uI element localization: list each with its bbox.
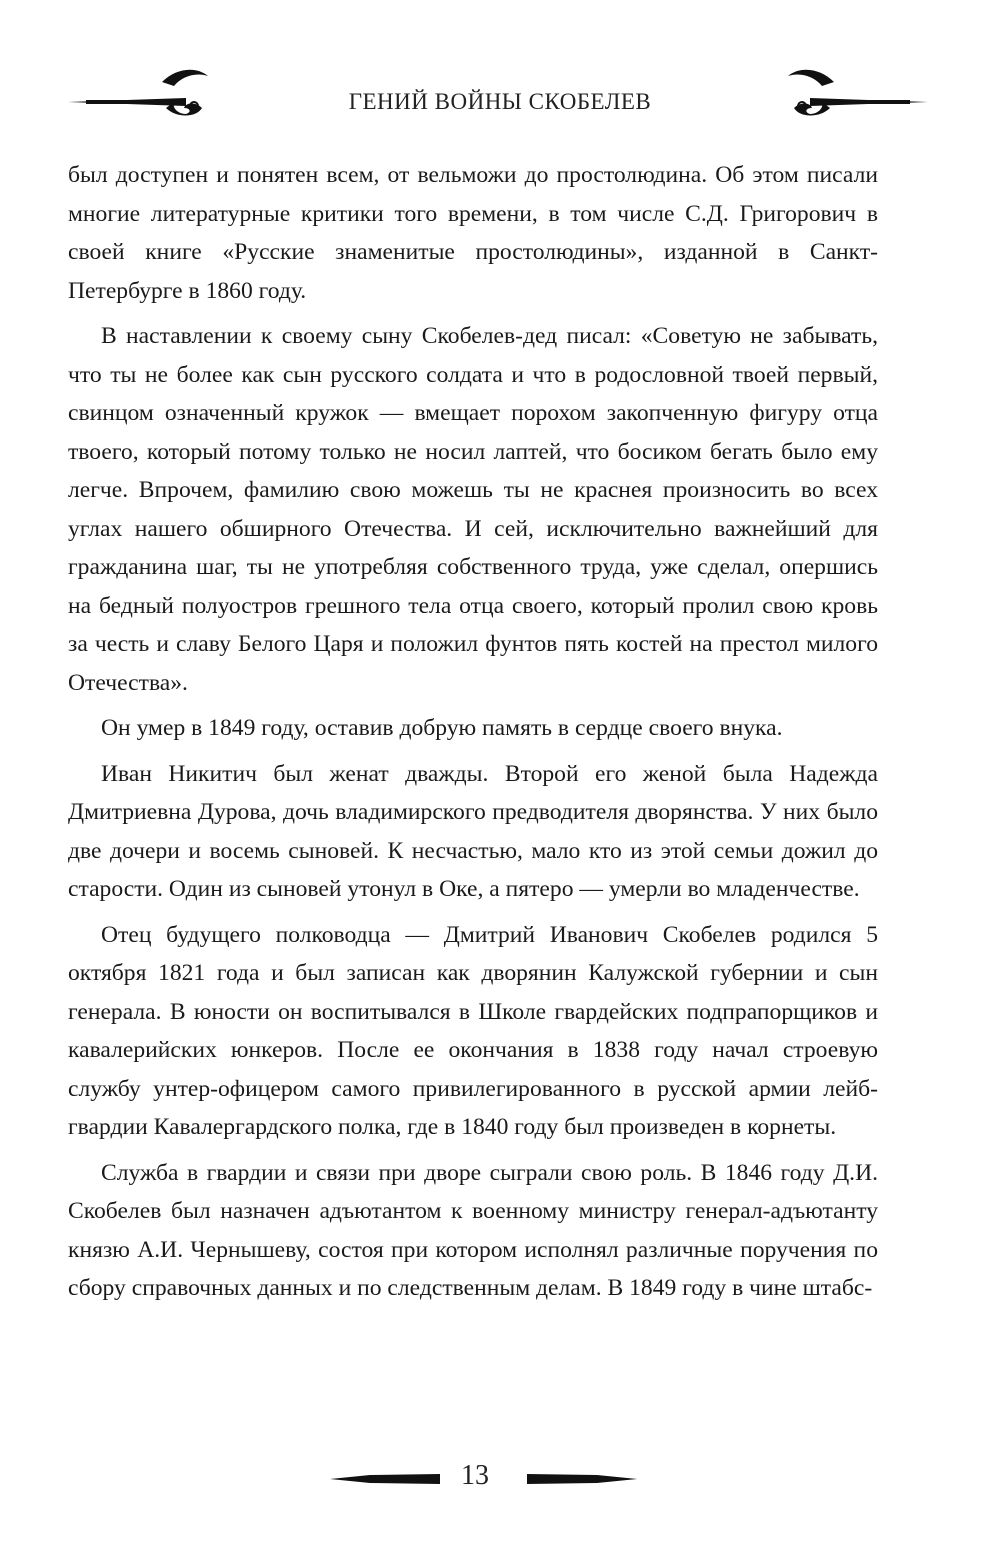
- footer-rule-left-icon: [330, 1472, 440, 1486]
- running-title: ГЕНИЙ ВОЙНЫ СКОБЕЛЕВ: [348, 89, 652, 114]
- swash-ornament-icon: [730, 62, 930, 132]
- running-header: [0, 62, 1000, 142]
- paragraph-6: Служба в гвардии и связи при дворе сыграли свою роль. В 1846 году Д.И. Скобелев был назначен адъютантом к военному министру генерал-адъютанту князю А.И. Чернышеву, состоя при котором исполнял различные поручения по сбору справочных данных и по следственным делам. В 1849 году в чине штабс-: [68, 1159, 878, 1301]
- paragraph-5: Отец будущего полководца — Дмитрий Иванович Скобелев родился 5 октября 1821 года и был записан как дворянин Калужской губернии и сын генерала. В юности он воспитывался в Школе гвардейских подпрапорщиков и кавалерийских юнкеров. После ее окончания в 1838 году начал строевую службу унтер-офицером самого привилегированного в русской армии лейб-гвардии Кавалергардского полка, где в 1840 году был произведен в корнеты.: [68, 921, 878, 1140]
- paragraph-3: Он умер в 1849 году, оставив добрую память в сердце своего внука.: [101, 715, 783, 741]
- footer-rule-right-icon: [527, 1472, 637, 1486]
- page-number: 13: [461, 1460, 489, 1491]
- page-footer: [0, 1450, 1000, 1510]
- paragraph-2: В наставлении к своему сыну Скобелев-дед писал: «Советую не забывать, что ты не более как сын русского солдата и что в родословной твоей первый, свинцом означенный кружок — вмещает порохом закопченную фигуру отца твоего, который потому только не носил лаптей, что босиком бегать было ему легче. Впрочем, фамилию свою можешь ты не краснея произносить во всех углах нашего обширного Отечества. И сей, исключительно важнейший для гражданина шаг, ты не употребляя собственного труда, уже сделал, опершись на бедный полуостров грешного тела отца своего, который пролил свою кровь за честь и славу Белого Царя и положил фунтов пять костей на престол милого Отечества».: [68, 323, 878, 696]
- swash-ornament-icon: [66, 62, 266, 132]
- paragraph-4: Иван Никитич был женат дважды. Второй его женой была Надежда Дмитриевна Дурова, дочь владимирского предводителя дворянства. У них было две дочери и восемь сыновей. К несчастью, мало кто из этой семьи дожил до старости. Один из сыновей утонул в Оке, а пятеро — умерли во младенчестве.: [68, 760, 878, 902]
- body-text: [68, 156, 878, 1315]
- paragraph-1: был доступен и понятен всем, от вельможи до простолюдина. Об этом писали многие литературные критики того времени, в том числе С.Д. Григорович в своей книге «Русские знаменитые простолюдины», изданной в Санкт-Петербурге в 1860 году.: [68, 162, 878, 304]
